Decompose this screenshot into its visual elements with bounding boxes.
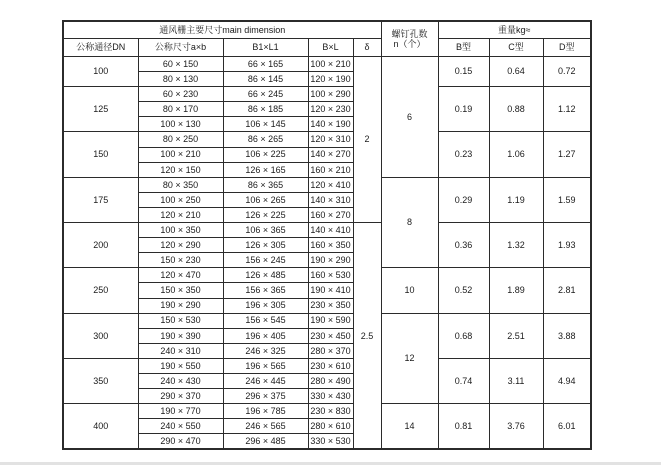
table-body: [63, 57, 591, 450]
weight-b-cell: 0.81: [438, 404, 489, 450]
weight-b-cell: 0.29: [438, 177, 489, 222]
bl-cell: 120 × 410: [308, 177, 353, 192]
dn-cell: 125: [63, 87, 138, 132]
header-screw-holes-line2: n（个）: [393, 39, 426, 49]
bl-cell: 160 × 210: [308, 162, 353, 177]
dn-cell: 350: [63, 358, 138, 403]
bl-cell: 120 × 190: [308, 72, 353, 87]
table-row: [63, 313, 591, 328]
bl-cell: 140 × 270: [308, 147, 353, 162]
nominal-size-cell: 80 × 350: [138, 177, 223, 192]
weight-c-cell: 0.64: [489, 57, 543, 87]
nominal-size-cell: 290 × 370: [138, 389, 223, 404]
bl-cell: 230 × 830: [308, 404, 353, 419]
dn-cell: 300: [63, 313, 138, 358]
table-row: [63, 358, 591, 373]
delta-cell: 2: [353, 57, 381, 223]
nominal-size-cell: 100 × 350: [138, 223, 223, 238]
screw-count-cell: 8: [381, 177, 438, 268]
nominal-size-cell: 120 × 470: [138, 268, 223, 283]
weight-c-cell: 3.11: [489, 358, 543, 403]
header-main-dimension: 通风栅主要尺寸main dimension: [63, 21, 381, 39]
weight-d-cell: 4.94: [543, 358, 591, 403]
nominal-size-cell: 100 × 210: [138, 147, 223, 162]
b1l1-cell: 86 × 145: [223, 72, 308, 87]
b1l1-cell: 196 × 565: [223, 358, 308, 373]
b1l1-cell: 66 × 165: [223, 57, 308, 72]
weight-c-cell: 1.32: [489, 223, 543, 268]
nominal-size-cell: 190 × 550: [138, 358, 223, 373]
b1l1-cell: 296 × 375: [223, 389, 308, 404]
b1l1-cell: 86 × 185: [223, 102, 308, 117]
bl-cell: 140 × 310: [308, 192, 353, 207]
dn-cell: 250: [63, 268, 138, 313]
weight-d-cell: 3.88: [543, 313, 591, 358]
header-row-1: [63, 21, 591, 39]
nominal-size-cell: 120 × 290: [138, 238, 223, 253]
b1l1-cell: 246 × 445: [223, 373, 308, 388]
weight-d-cell: 0.72: [543, 57, 591, 87]
bl-cell: 230 × 450: [308, 328, 353, 343]
bl-cell: 280 × 610: [308, 419, 353, 434]
weight-d-cell: 2.81: [543, 268, 591, 313]
dn-cell: 400: [63, 404, 138, 450]
table-row: [63, 87, 591, 102]
table-row: [63, 132, 591, 147]
header-dn: 公称通径DN: [63, 39, 138, 57]
b1l1-cell: 246 × 565: [223, 419, 308, 434]
table-header: [63, 21, 591, 57]
header-delta: δ: [353, 39, 381, 57]
nominal-size-cell: 190 × 770: [138, 404, 223, 419]
dn-cell: 200: [63, 223, 138, 268]
b1l1-cell: 106 × 365: [223, 223, 308, 238]
bl-cell: 230 × 610: [308, 358, 353, 373]
header-nominal-size: 公称尺寸a×b: [138, 39, 223, 57]
b1l1-cell: 106 × 145: [223, 117, 308, 132]
bl-cell: 280 × 490: [308, 373, 353, 388]
weight-b-cell: 0.74: [438, 358, 489, 403]
bl-cell: 280 × 370: [308, 343, 353, 358]
bl-cell: 330 × 430: [308, 389, 353, 404]
b1l1-cell: 296 × 485: [223, 434, 308, 450]
screw-count-cell: 12: [381, 313, 438, 404]
nominal-size-cell: 240 × 430: [138, 373, 223, 388]
nominal-size-cell: 240 × 310: [138, 343, 223, 358]
weight-d-cell: 1.12: [543, 87, 591, 132]
b1l1-cell: 86 × 265: [223, 132, 308, 147]
bl-cell: 190 × 290: [308, 253, 353, 268]
weight-c-cell: 0.88: [489, 87, 543, 132]
table-row: [63, 223, 591, 238]
weight-d-cell: 1.27: [543, 132, 591, 177]
b1l1-cell: 106 × 225: [223, 147, 308, 162]
nominal-size-cell: 150 × 230: [138, 253, 223, 268]
bl-cell: 120 × 230: [308, 102, 353, 117]
weight-d-cell: 1.59: [543, 177, 591, 222]
header-weight: 重量kg≈: [438, 21, 591, 39]
b1l1-cell: 86 × 365: [223, 177, 308, 192]
b1l1-cell: 196 × 305: [223, 298, 308, 313]
b1l1-cell: 126 × 305: [223, 238, 308, 253]
bl-cell: 330 × 530: [308, 434, 353, 450]
weight-c-cell: 1.06: [489, 132, 543, 177]
spec-table: [62, 20, 592, 450]
b1l1-cell: 106 × 265: [223, 192, 308, 207]
bl-cell: 230 × 350: [308, 298, 353, 313]
delta-cell: 2.5: [353, 223, 381, 450]
nominal-size-cell: 80 × 170: [138, 102, 223, 117]
b1l1-cell: 126 × 225: [223, 207, 308, 222]
bl-cell: 160 × 530: [308, 268, 353, 283]
nominal-size-cell: 100 × 130: [138, 117, 223, 132]
weight-b-cell: 0.52: [438, 268, 489, 313]
weight-d-cell: 6.01: [543, 404, 591, 450]
screw-count-cell: 10: [381, 268, 438, 313]
dn-cell: 100: [63, 57, 138, 87]
nominal-size-cell: 150 × 350: [138, 283, 223, 298]
nominal-size-cell: 60 × 230: [138, 87, 223, 102]
bl-cell: 100 × 210: [308, 57, 353, 72]
b1l1-cell: 196 × 785: [223, 404, 308, 419]
bl-cell: 140 × 410: [308, 223, 353, 238]
nominal-size-cell: 60 × 150: [138, 57, 223, 72]
header-screw-holes: [381, 21, 438, 57]
b1l1-cell: 66 × 245: [223, 87, 308, 102]
weight-c-cell: 3.76: [489, 404, 543, 450]
header-type-c: C型: [489, 39, 543, 57]
weight-d-cell: 1.93: [543, 223, 591, 268]
weight-c-cell: 2.51: [489, 313, 543, 358]
header-screw-holes-line1: 螺钉孔数: [391, 28, 428, 39]
weight-c-cell: 1.19: [489, 177, 543, 222]
screw-count-cell: 14: [381, 404, 438, 450]
screw-count-cell: 6: [381, 57, 438, 178]
header-type-b: B型: [438, 39, 489, 57]
nominal-size-cell: 120 × 210: [138, 207, 223, 222]
weight-b-cell: 0.23: [438, 132, 489, 177]
nominal-size-cell: 80 × 250: [138, 132, 223, 147]
dn-cell: 175: [63, 177, 138, 222]
header-b1l1: B1×L1: [223, 39, 308, 57]
nominal-size-cell: 100 × 250: [138, 192, 223, 207]
b1l1-cell: 126 × 165: [223, 162, 308, 177]
b1l1-cell: 246 × 325: [223, 343, 308, 358]
table-row: [63, 404, 591, 419]
nominal-size-cell: 190 × 290: [138, 298, 223, 313]
b1l1-cell: 126 × 485: [223, 268, 308, 283]
b1l1-cell: 156 × 545: [223, 313, 308, 328]
nominal-size-cell: 190 × 390: [138, 328, 223, 343]
bl-cell: 160 × 270: [308, 207, 353, 222]
nominal-size-cell: 80 × 130: [138, 72, 223, 87]
bl-cell: 160 × 350: [308, 238, 353, 253]
weight-c-cell: 1.89: [489, 268, 543, 313]
bl-cell: 120 × 310: [308, 132, 353, 147]
weight-b-cell: 0.19: [438, 87, 489, 132]
weight-b-cell: 0.36: [438, 223, 489, 268]
table-row: [63, 268, 591, 283]
bl-cell: 100 × 290: [308, 87, 353, 102]
table-row: [63, 177, 591, 192]
table-row: [63, 57, 591, 72]
weight-b-cell: 0.68: [438, 313, 489, 358]
nominal-size-cell: 150 × 530: [138, 313, 223, 328]
b1l1-cell: 156 × 245: [223, 253, 308, 268]
b1l1-cell: 156 × 365: [223, 283, 308, 298]
header-row-2: [63, 39, 591, 57]
dn-cell: 150: [63, 132, 138, 177]
weight-b-cell: 0.15: [438, 57, 489, 87]
bl-cell: 140 × 190: [308, 117, 353, 132]
bl-cell: 190 × 410: [308, 283, 353, 298]
b1l1-cell: 196 × 405: [223, 328, 308, 343]
header-bl: B×L: [308, 39, 353, 57]
nominal-size-cell: 290 × 470: [138, 434, 223, 450]
nominal-size-cell: 240 × 550: [138, 419, 223, 434]
bl-cell: 190 × 590: [308, 313, 353, 328]
header-type-d: D型: [543, 39, 591, 57]
nominal-size-cell: 120 × 150: [138, 162, 223, 177]
